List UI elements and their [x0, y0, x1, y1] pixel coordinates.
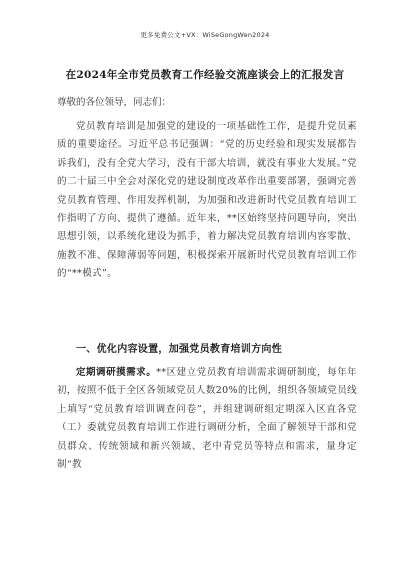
header-note: 更多免费公文+VX：WiSeGongWen2024: [140, 31, 270, 39]
section-heading: 一、优化内容设置，加强党员教育培训方向性: [76, 344, 282, 355]
paragraph-lead: 定期调研摸需求。: [76, 367, 157, 378]
paragraph-section-1: [57, 364, 357, 474]
document-title: 在2024年全市党员教育工作经验交流座谈会上的汇报发言: [65, 69, 345, 81]
paragraph-body: **区建立党员教育培训需求调研制度，每年年初，按照不低于全区各领域党员人数20%的比例，组织各领域党员线上填写“党员教育培训调查问卷”，并组建调研组定期深入区直各党（工）委就党员教育培训工作进行调研分析，全面了解领导干部和党员群众、传统领域和新兴领域、老中青党员等特点和需求，量身定制“教: [57, 367, 357, 471]
paragraph-intro: 党员教育培训是加强党的建设的一项基础性工作，是提升党员素质的重要途径。习近平总书记强调：“党的历史经验和现实发展都告诉我们，没有全党大学习，没有干部大培训，就没有事业大发展。”党的二十届三中全会对深化党的建设制度改革作出重要部署，强调完善党员教育管理、作用发挥机制，为加强和改进新时代党员教育培训工作指明了方向、提供了遵循。近年来，**区始终坚持问题导向，突出思想引领，以系统化建设为抓手，着力解决党员教育培训内容零散、施教不准、保障薄弱等问题，积极探索开展新时代党员教育培训工作的“**模式”。: [57, 121, 357, 280]
salutation: 尊敬的各位领导，同志们：: [57, 97, 172, 108]
